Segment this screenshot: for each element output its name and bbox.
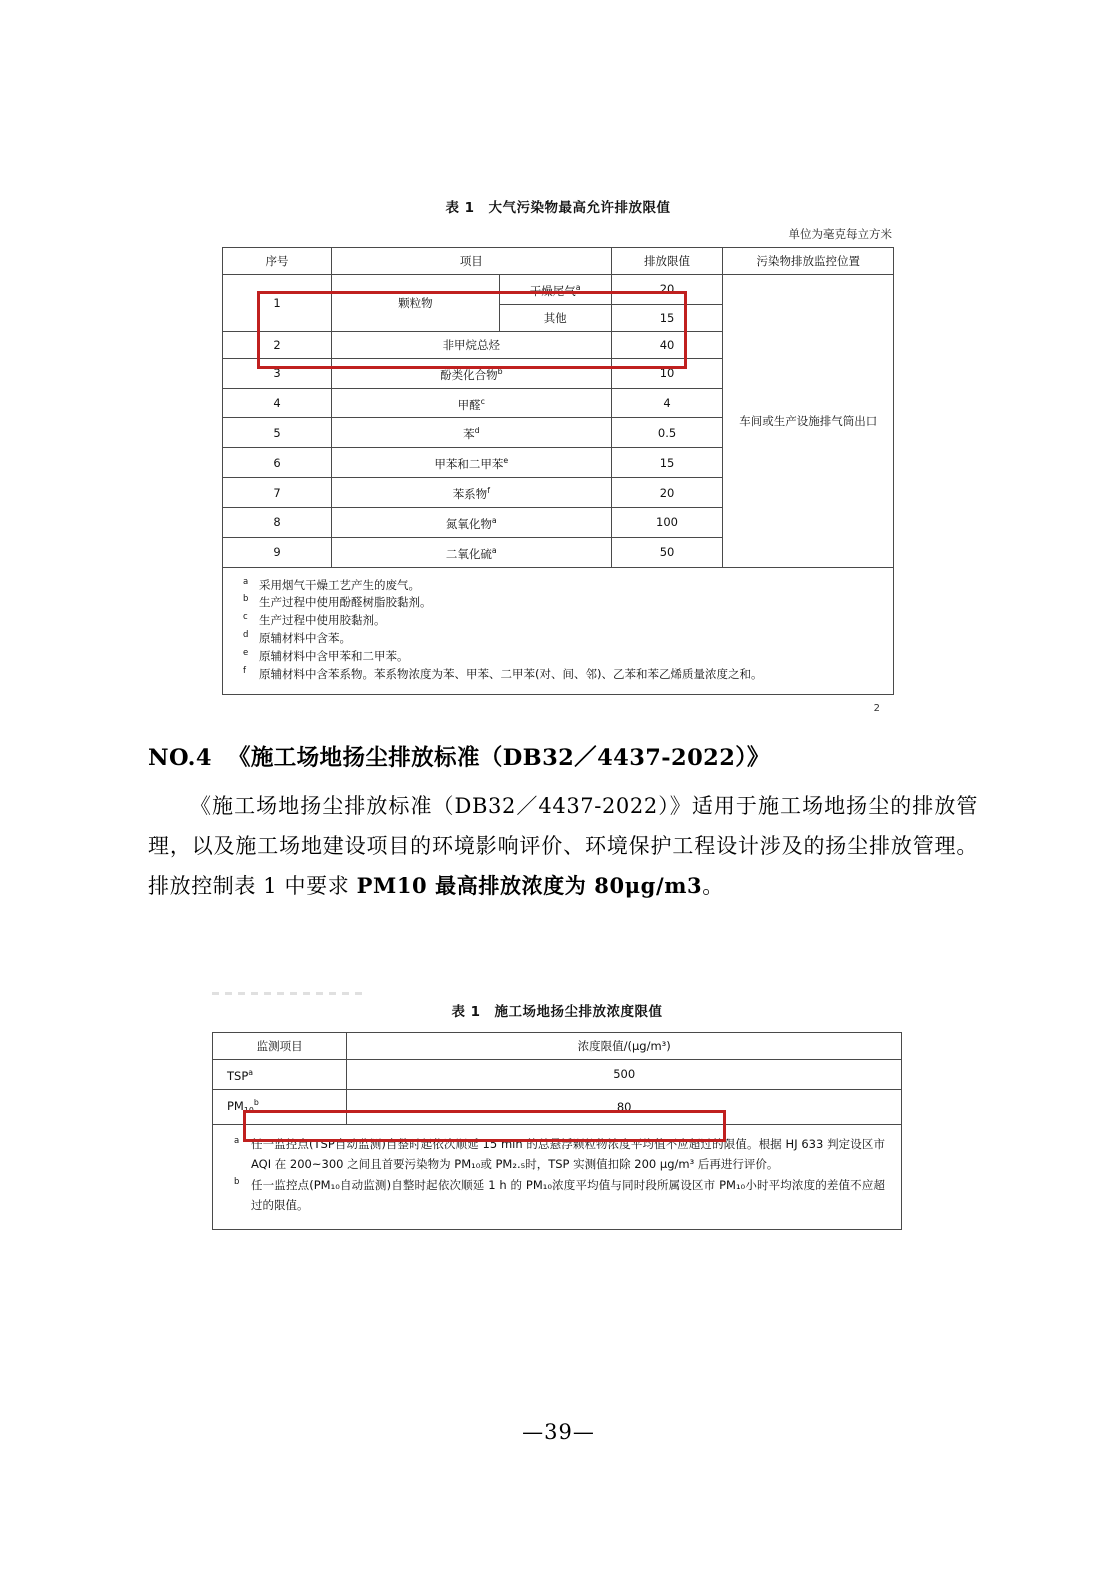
table1-cell-item: 甲苯和二甲苯$^e$ — [332, 448, 612, 478]
table1-note: d 原辅材料中含苯。 — [243, 630, 351, 646]
table1-cell-item: 颗粒物 — [332, 275, 500, 332]
table1-cell-limit: 40 — [611, 331, 723, 358]
table-row — [223, 275, 894, 305]
scan-artifact — [212, 992, 362, 995]
table2-cell-value: 80 — [347, 1089, 902, 1124]
table-row — [213, 1060, 902, 1090]
table1-cell-no: 3 — [223, 358, 332, 388]
table2-caption-title: 施工场地扬尘排放浓度限值 — [494, 1004, 663, 1020]
table1-cell-item: 酚类化合物$^b$ — [332, 358, 612, 388]
table2-cell-value: 500 — [347, 1060, 902, 1090]
table1-header-row — [223, 248, 894, 275]
table1-cell-no: 5 — [223, 418, 332, 448]
figure-table2 — [212, 1000, 902, 1230]
table1-note: e 原辅材料中含甲苯和二甲苯。 — [243, 647, 409, 663]
table2 — [212, 1032, 902, 1125]
table1-cell-limit: 15 — [611, 304, 723, 331]
table1-cell-no: 8 — [223, 507, 332, 537]
section-number: NO.4 — [148, 745, 212, 771]
table1-cell-limit: 4 — [611, 388, 723, 418]
section-heading — [148, 740, 978, 772]
table1-cell-no: 1 — [223, 275, 332, 332]
table1-cell-item: 二氧化硫$^a$ — [332, 537, 612, 567]
table2-note: a 任一监控点(TSP自动监测)自整时起依次顺延 15 min 的总悬浮颗粒物浓度平均值不应超过的限值。根据 HJ 633 判定设区市 AQI 在 200~300 之间且首要污染物为 PM₁₀或 PM₂.₅时，TSP 实测值扣除 200 μg/m³ 后再进行评价。 — [234, 1135, 885, 1171]
table1-note: f 原辅材料中含苯系物。苯系物浓度为苯、甲苯、二甲苯(对、间、邻)、乙苯和苯乙烯质量浓度之和。 — [243, 665, 763, 681]
table1-note: b 生产过程中使用酚醛树脂胶黏剂。 — [243, 594, 432, 610]
table1-cell-no: 4 — [223, 388, 332, 418]
paragraph-text-1: 《施工场地扬尘排放标准（DB32／4437-2022）》适用于施工场地扬尘的排放管理，以及施工场地建设项目的环境影响评价、环境保护工程设计涉及的扬尘排放管理。排放控制表 1 中要求 — [148, 794, 978, 898]
table2-header-monitor: 监测项目 — [213, 1033, 347, 1060]
table1-cell-sub: 其他 — [499, 304, 611, 331]
table1-cell-item: 苯$^d$ — [332, 418, 612, 448]
table1-note: c 生产过程中使用胶黏剂。 — [243, 612, 386, 628]
paragraph-text-bold: PM10 最高排放浓度为 80μg/m3 — [356, 873, 703, 898]
table1-header-limit: 排放限值 — [611, 248, 723, 275]
table1-cell-item: 氮氧化物$^a$ — [332, 507, 612, 537]
table2-caption-number: 表 1 — [451, 1004, 481, 1020]
table1-cell-sub: 干燥尾气$^a$ — [499, 275, 611, 305]
table1-cell-limit: 20 — [611, 275, 723, 305]
table2-caption — [212, 1000, 902, 1020]
table1-cell-location: 车间或生产设施排气筒出口 — [723, 275, 894, 568]
table1-cell-no: 9 — [223, 537, 332, 567]
paragraph-text-2: 。 — [702, 874, 724, 898]
table1-cell-no: 6 — [223, 448, 332, 478]
table1-notes — [222, 568, 894, 695]
table1-page-mark: 2 — [873, 702, 880, 714]
table1-cell-limit: 15 — [611, 448, 723, 478]
table2-header-concentration: 浓度限值/(μg/m³) — [347, 1033, 902, 1060]
table2-cell-item: $PM_{10}^b$ — [213, 1089, 347, 1124]
page-number: —39— — [522, 1420, 595, 1444]
table1-header-item: 项目 — [332, 248, 612, 275]
table-row — [213, 1089, 902, 1124]
table2-note: b 任一监控点(PM₁₀自动监测)自整时起依次顺延 1 h 的 PM₁₀浓度平均值与同时段所属设区市 PM₁₀小时平均浓度的差值不应超过的限值。 — [234, 1177, 885, 1212]
table2-header-row — [213, 1033, 902, 1060]
table2-notes — [212, 1125, 902, 1230]
table1-cell-item: 甲醛$^c$ — [332, 388, 612, 418]
table1-cell-item: 非甲烷总烃 — [332, 331, 612, 358]
table1-cell-limit: 20 — [611, 478, 723, 508]
table1-cell-no: 2 — [223, 331, 332, 358]
table1-caption — [222, 196, 894, 216]
body-paragraph — [148, 786, 978, 906]
table1 — [222, 247, 894, 568]
table1-cell-limit: 0.5 — [611, 418, 723, 448]
figure-table1 — [222, 196, 894, 714]
table1-cell-item: 苯系物$^f$ — [332, 478, 612, 508]
table1-cell-limit: 100 — [611, 507, 723, 537]
table1-header-no: 序号 — [223, 248, 332, 275]
table1-caption-number: 表 1 — [445, 200, 475, 216]
table1-caption-title: 大气污染物最高允许排放限值 — [488, 200, 671, 216]
table1-header-location: 污染物排放监控位置 — [723, 248, 894, 275]
table2-cell-item: TSP$^a$ — [213, 1060, 347, 1090]
table1-unit-note: 单位为毫克每立方米 — [788, 227, 892, 241]
section-title: 《施工场地扬尘排放标准（DB32／4437-2022）》 — [227, 745, 770, 771]
table1-note: a 采用烟气干燥工艺产生的废气。 — [243, 576, 420, 592]
table1-cell-limit: 50 — [611, 537, 723, 567]
table1-cell-limit: 10 — [611, 358, 723, 388]
table1-cell-no: 7 — [223, 478, 332, 508]
